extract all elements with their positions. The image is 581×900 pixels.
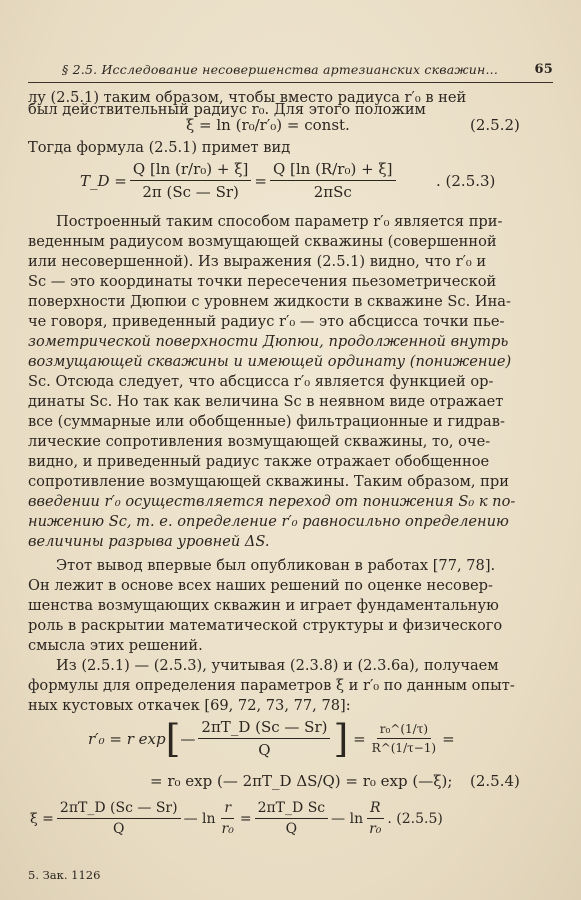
text-line: шенства возмущающих скважин и играет фундаментальную — [28, 597, 499, 614]
text-line: возмущающей скважины и имеющей ординату (понижение) — [28, 353, 512, 370]
text-line: поверхности Дюпюи с уровнем жидкости в скважине Sc. Ина- — [28, 293, 511, 310]
text-line: был действительный радиус r₀. Для этого положим — [28, 101, 426, 118]
left-bracket: [ — [165, 716, 181, 761]
text-line: че говоря, приведенный радиус r′₀ — это абсцисса точки пье- — [28, 313, 505, 330]
text-line: веденным радиусом возмущающей скважины (совершенной — [28, 233, 497, 250]
fraction-numerator: 2πT_D (Sc — Sr) — [198, 718, 330, 739]
fraction — [366, 800, 384, 837]
fraction-numerator: r — [221, 800, 234, 819]
equation-number: (2.5.4) — [470, 772, 520, 790]
equals-sign: = — [442, 729, 455, 748]
equation-2-5-5 — [30, 800, 443, 837]
fraction-denominator: Q — [258, 741, 271, 759]
text-line: лу (2.5.1) таким образом, чтобы вместо радиуса r′₀ в ней — [28, 89, 467, 106]
fraction — [270, 160, 396, 201]
header-title: § 2.5. Исследование несовершенства артезианских скважин... — [62, 62, 499, 77]
fraction-denominator: R^(1/τ−1) — [371, 741, 437, 755]
fraction-denominator: r₀ — [221, 821, 234, 837]
text-line: видно, и приведенный радиус также отражает обобщенное — [28, 453, 490, 470]
text-line: зометрической поверхности Дюпюи, продолженной внутрь — [28, 333, 509, 350]
equation-2-5-4 — [88, 718, 455, 759]
text-line: или несовершенной). Из выражения (2.5.1) видно, что r′₀ и — [28, 253, 487, 270]
text-line: смысла этих решений. — [28, 637, 203, 654]
text-line: Из (2.5.1) — (2.5.3), учитывая (2.3.8) и (2.3.6а), получаем — [56, 657, 499, 674]
equation-number: . (2.5.5) — [387, 810, 443, 827]
ln-term: — ln — [331, 810, 364, 827]
text-line: Этот вывод впервые был опубликован в работах [77, 78]. — [56, 557, 496, 574]
text-line: нижению Sc, т. е. определение r′₀ равносильно определению — [28, 513, 509, 530]
fraction-numerator: Q [ln (r/r₀) + ξ] — [130, 160, 251, 181]
minus-sign: — — [180, 729, 196, 748]
fraction-denominator: 2πSc — [313, 183, 352, 201]
fraction — [369, 722, 439, 755]
fraction-numerator: R — [367, 800, 384, 819]
equation-2-5-3 — [80, 160, 399, 201]
equation-2-5-4-line2: = r₀ exp (— 2πT_D ΔS/Q) = r₀ exp (—ξ); — [150, 772, 453, 790]
fraction — [198, 718, 330, 759]
equation-2-5-2: ξ = ln (r₀/r′₀) = const. — [186, 116, 350, 134]
text-line: все (суммарные или обобщенные) фильтрационные и гидрав- — [28, 413, 505, 430]
fraction-denominator: Q — [113, 821, 125, 837]
fraction — [219, 800, 237, 837]
text-line: Sc. Отсюда следует, что абсцисса r′₀ является функцией ор- — [28, 373, 494, 390]
fraction-denominator: 2π (Sc — Sr) — [142, 183, 239, 201]
fraction-numerator: 2πT_D (Sc — Sr) — [57, 800, 181, 819]
text-line: сопротивление возмущающей скважины. Таким образом, при — [28, 473, 509, 490]
text-line: Тогда формула (2.5.1) примет вид — [28, 139, 291, 156]
fraction — [57, 800, 181, 837]
fraction-numerator: r₀^(1/τ) — [377, 722, 431, 739]
ln-term: — ln — [183, 810, 216, 827]
equals-sign: = — [348, 729, 366, 748]
equation-number: . (2.5.3) — [436, 172, 496, 190]
equation-number: (2.5.2) — [470, 116, 520, 134]
text-line: роль в раскрытии математической структуры и физического — [28, 617, 503, 634]
header-rule — [28, 82, 553, 83]
signature-footer: 5. Зак. 1126 — [28, 868, 101, 882]
eq-lhs: r′₀ = r exp — [88, 729, 166, 748]
fraction — [255, 800, 329, 837]
right-bracket: ] — [333, 716, 349, 761]
equals-sign: = — [239, 810, 252, 827]
page-number: 65 — [534, 62, 553, 77]
text-line: введении r′₀ осуществляется переход от понижения S₀ к по- — [28, 493, 516, 510]
text-line: Построенный таким способом параметр r′₀ является при- — [56, 213, 503, 230]
eq-lhs: ξ = — [30, 810, 54, 827]
fraction-denominator: Q — [285, 821, 298, 837]
eq-lhs: T_D = — [80, 171, 127, 190]
text-line: ных кустовых откачек [69, 72, 73, 77, 78]: — [28, 697, 351, 714]
fraction-numerator: Q [ln (R/r₀) + ξ] — [270, 160, 396, 181]
text-line: динаты Sc. Но так как величина Sc в неявном виде отражает — [28, 393, 504, 410]
fraction-denominator: r₀ — [369, 821, 382, 837]
text-line: лические сопротивления возмущающей скважины, то, оче- — [28, 433, 491, 450]
text-line: Он лежит в основе всех наших решений по оценке несовер- — [28, 577, 493, 594]
running-header — [62, 62, 553, 77]
fraction-numerator: 2πT_D Sc — [255, 800, 329, 819]
text-line: Sc — это координаты точки пересечения пьезометрической — [28, 273, 497, 290]
text-line: величины разрыва уровней ΔS. — [28, 533, 270, 550]
text-line: формулы для определения параметров ξ и r′₀ по данным опыт- — [28, 677, 515, 694]
equals-sign: = — [254, 171, 267, 190]
fraction — [130, 160, 251, 201]
